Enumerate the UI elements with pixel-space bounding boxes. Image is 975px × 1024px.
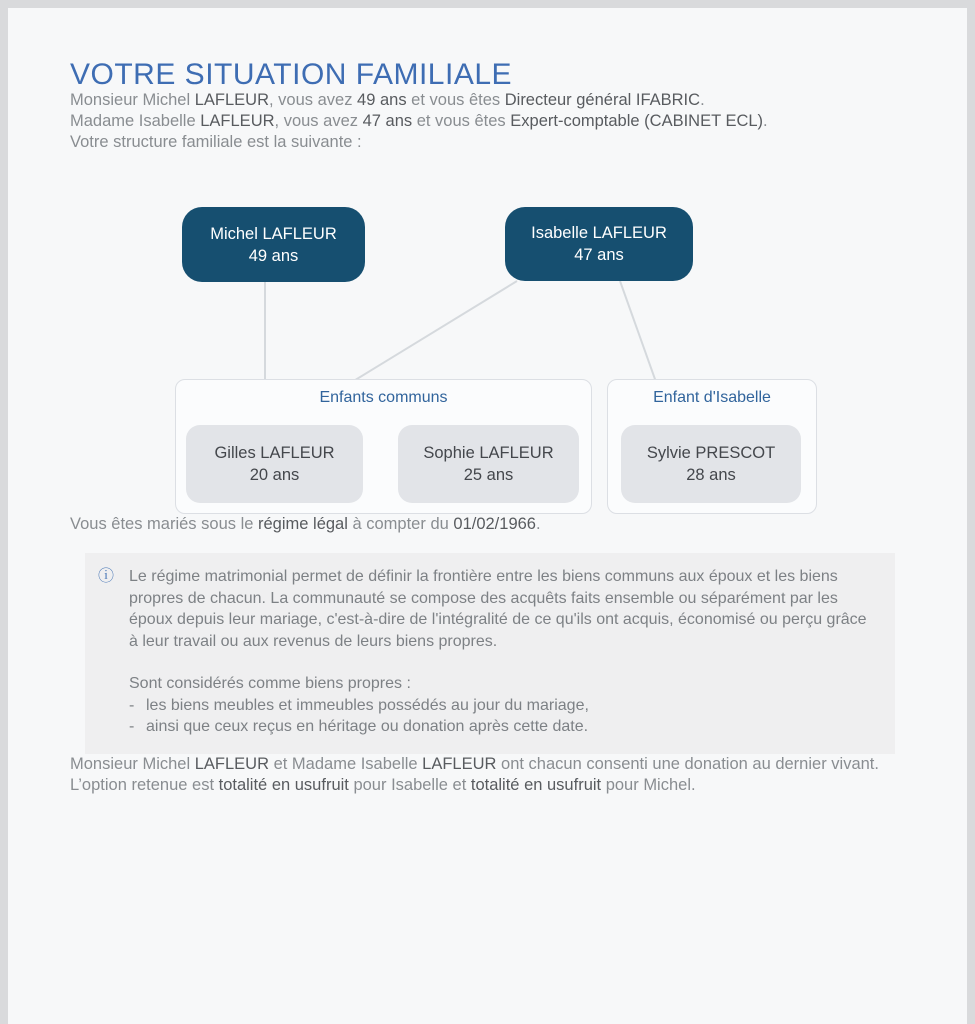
group-label: Enfant d'Isabelle: [653, 389, 771, 406]
parent-name: Isabelle LAFLEUR: [531, 224, 667, 242]
bullet-dash: -: [129, 718, 135, 735]
parent-age: 47 ans: [574, 246, 624, 264]
intro-madame-text: Madame Isabelle LAFLEUR, vous avez 47 ans et vous êtes Expert-comptable (CABINET ECL).: [70, 112, 768, 130]
info-list-title: Sont considérés comme biens propres :: [129, 675, 411, 692]
child-age: 20 ans: [249, 466, 300, 484]
connector-isabelle-to-sylvie: [620, 281, 656, 382]
family-tree-diagram: [70, 207, 907, 514]
children-group-communs: [175, 379, 592, 514]
group-label: Enfants communs: [319, 389, 448, 406]
child-age: 25 ans: [463, 466, 514, 484]
document-content: [8, 8, 967, 826]
info-list-item: [129, 695, 869, 717]
page-title: VOTRE SITUATION FAMILIALE: [70, 58, 513, 91]
bullet-dash: -: [129, 696, 135, 714]
marriage-regime-text: Vous êtes mariés sous le régime légal à compter du 01/02/1966.: [70, 515, 541, 533]
parent-name: Michel LAFLEUR: [210, 224, 337, 243]
info-list-item-text: ainsi que ceux reçus en héritage ou donation après cette date.: [146, 718, 589, 735]
children-group-isabelle: [607, 379, 817, 514]
info-list-item-text: les biens meubles et immeubles possédés au jour du mariage,: [146, 696, 589, 714]
info-paragraph-regime: Le régime matrimonial permet de définir la frontière entre les biens communs aux époux et les biens propres de chacun. La communauté se compose des acquêts faits ensemble ou séparément par les époux depuis leur mariage, c'est-à-dire de l'intégralité de ce qu'ils ont acquis, économisé ou perçu grâce à leur travail ou aux revenus de leurs biens propres.: [129, 568, 867, 650]
connector-isabelle-to-communs: [352, 281, 517, 382]
info-circle-icon: ⓘ: [98, 568, 115, 585]
child-name: Sophie LAFLEUR: [423, 444, 554, 462]
document-page: [8, 8, 967, 1024]
child-box-sophie: [398, 425, 579, 503]
child-name: Gilles LAFLEUR: [214, 444, 335, 462]
parent-box-michel: [182, 207, 365, 282]
intro-monsieur-text: Monsieur Michel LAFLEUR, vous avez 49 ans et vous êtes Directeur général IFABRIC.: [70, 91, 705, 109]
family-structure-intro: Votre structure familiale est la suivante :: [70, 133, 362, 151]
parent-box-isabelle: [505, 207, 693, 281]
donation-text: Monsieur Michel LAFLEUR et Madame Isabelle LAFLEUR ont chacun consenti une donation au dernier vivant. L’option retenue est totalité en usufruit pour Isabelle et totalité en usufruit pour Michel.: [70, 754, 879, 794]
info-box: [85, 553, 895, 754]
parent-age: 49 ans: [248, 246, 299, 265]
child-box-sylvie: [621, 425, 801, 503]
child-box-gilles: [186, 425, 363, 503]
child-name: Sylvie PRESCOT: [646, 444, 776, 462]
child-age: 28 ans: [686, 466, 736, 484]
info-list-item: [129, 716, 869, 738]
